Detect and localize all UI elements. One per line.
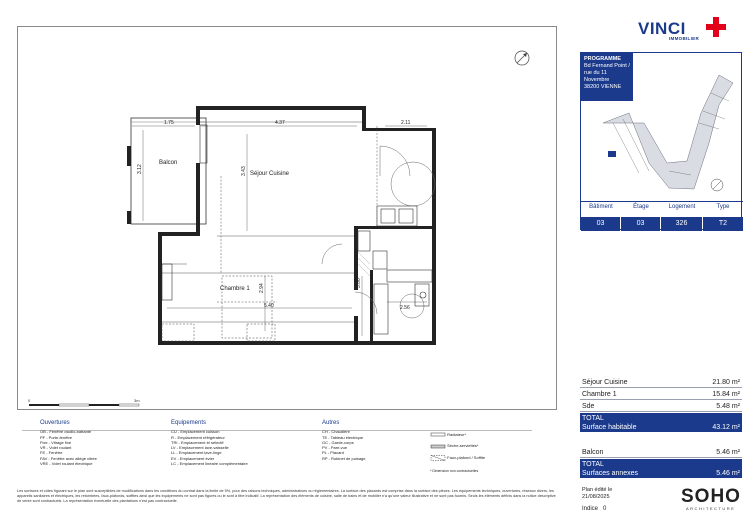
radiator-icon bbox=[430, 432, 446, 437]
north-arrow-icon bbox=[515, 51, 529, 65]
dim-chambre-depth: 2.94 bbox=[259, 283, 265, 293]
room-label-sejour: Séjour Cuisine bbox=[250, 171, 290, 177]
label-batiment: Bâtiment bbox=[589, 204, 613, 210]
balcony-post bbox=[127, 146, 131, 166]
site-map-image bbox=[599, 63, 741, 201]
dim-balcony-depth: 3.12 bbox=[137, 164, 143, 174]
total-habitable: TOTAL Surface habitable 43.12 m² bbox=[582, 415, 740, 431]
area-row: Balcon 5.46 m² bbox=[582, 449, 740, 456]
interior-lines bbox=[162, 122, 377, 322]
dim-balcony-width: 1.75 bbox=[164, 120, 174, 126]
program-address-3: 38200 VIENNE bbox=[584, 84, 622, 90]
scale-start: 0 bbox=[28, 398, 31, 403]
balcony-post bbox=[127, 211, 131, 224]
legend-equipements: Equipements CU - Emplacement cuisson R - Emplacement réfrigérateur TRI - Emplacement tri sélectif LV - Emplacement lave-vaisselle LL - Emplacement lave-linge EV - Emplacement évier LC - Emplacement linéaire complémentaire bbox=[171, 420, 248, 467]
dim-sde-width: 2.56 bbox=[400, 305, 410, 311]
label-logement: Logement bbox=[668, 204, 696, 210]
dim-entry-width: 2.11 bbox=[401, 120, 411, 126]
label-etage: Étage bbox=[633, 204, 649, 210]
false-ceiling-icon bbox=[430, 455, 446, 461]
vinci-cross-icon bbox=[704, 15, 728, 39]
wardrobe-hatch bbox=[358, 252, 370, 276]
area-row: Séjour Cuisine 21.80 m² bbox=[582, 379, 740, 386]
bedroom-window bbox=[162, 264, 172, 300]
indice: Indice 0 bbox=[582, 506, 607, 512]
scale-bar bbox=[29, 404, 139, 406]
kitchen-units bbox=[358, 206, 417, 269]
architect-sub: ARCHITECTURE bbox=[686, 506, 736, 511]
legend-ouvertures: Ouvertures OB - Fenêtre oscillo-battante PF - Porte-fenêtre Fixe - Vitrage fixe VR - Volet roulant FE - Fenêtre FAV - Fenêtre avec allège vitrée VRE - Volet roulant électrique bbox=[40, 420, 97, 467]
area-row: Sde 5.48 m² bbox=[582, 403, 740, 410]
value-batiment: 03 bbox=[581, 217, 620, 231]
program-panel bbox=[580, 52, 742, 230]
label-type: Type bbox=[716, 204, 730, 210]
program-address-2: rue du 11 Novembre bbox=[584, 70, 610, 83]
value-logement: 326 bbox=[661, 217, 702, 231]
area-row: Chambre 1 15.84 m² bbox=[582, 391, 740, 398]
program-address-1: Bd Fernand Point / bbox=[584, 63, 630, 69]
dimension-lines bbox=[132, 126, 427, 336]
value-type: T2 bbox=[703, 217, 743, 231]
room-label-chambre: Chambre 1 bbox=[220, 286, 250, 292]
room-label-balcon: Balcon bbox=[159, 160, 178, 166]
brand-name: VINCI bbox=[638, 19, 686, 38]
vinci-logo bbox=[638, 19, 728, 43]
towel-rail-icon bbox=[430, 444, 446, 449]
brand-sub: IMMOBILIER bbox=[669, 36, 699, 41]
scale-end: 3m bbox=[134, 398, 140, 403]
floor-plan bbox=[17, 26, 557, 410]
plan-date: Plan édité le 21/08/2025 bbox=[582, 487, 613, 500]
value-etage: 03 bbox=[621, 217, 660, 231]
dim-sejour-width: 4.37 bbox=[275, 120, 285, 126]
dim-sejour-depth: 3.43 bbox=[241, 166, 247, 176]
legend-autres: Autres CH - Chaudière TE - Tableau électrique GC - Garde-corps PV - Pare-vue PL - Placard RP - Robinet de puisage bbox=[322, 420, 366, 461]
legend-symbols: Radiateur* Sèche-serviettes* Faux-plafond / Soffite * Dimension non contractuelles bbox=[430, 432, 486, 473]
dim-chambre-width: 5.40 bbox=[264, 303, 274, 309]
architect-logo: SOHO bbox=[681, 486, 741, 507]
total-annex: TOTAL Surfaces annexes 5.46 m² bbox=[582, 461, 740, 477]
disclaimer-text: Les surfaces et côtes figurant sur le plan sont susceptibles de modifications dans les conditions du contrat dans la limite de 5%, pour des raisons techniques, administratives ou réglementaires. La surface des placards est comprise dans la surface des pièces. Les équipements techniques, ouvertures, réseaux divers, les appareils sanitaires et électriques, les retombées, faux-plafonds, soffites ainsi que les équipements ne sont pas figurés ou le sont à titre indicatif. La représentation des éléments de cuisine, salle de bains et de mobilier n'a qu'une valeur illustrative et ne sont pas fournis. Seuls les éléments définis dans la notice descriptive de vente sont contractuels. La représentation éventuelle des plantations n'est pas contractuelle. bbox=[17, 489, 556, 503]
legend-divider bbox=[22, 430, 532, 431]
program-title: PROGRAMME bbox=[584, 56, 621, 62]
door-swings bbox=[322, 146, 435, 318]
dim-sde-depth: 3.00 bbox=[356, 278, 362, 288]
